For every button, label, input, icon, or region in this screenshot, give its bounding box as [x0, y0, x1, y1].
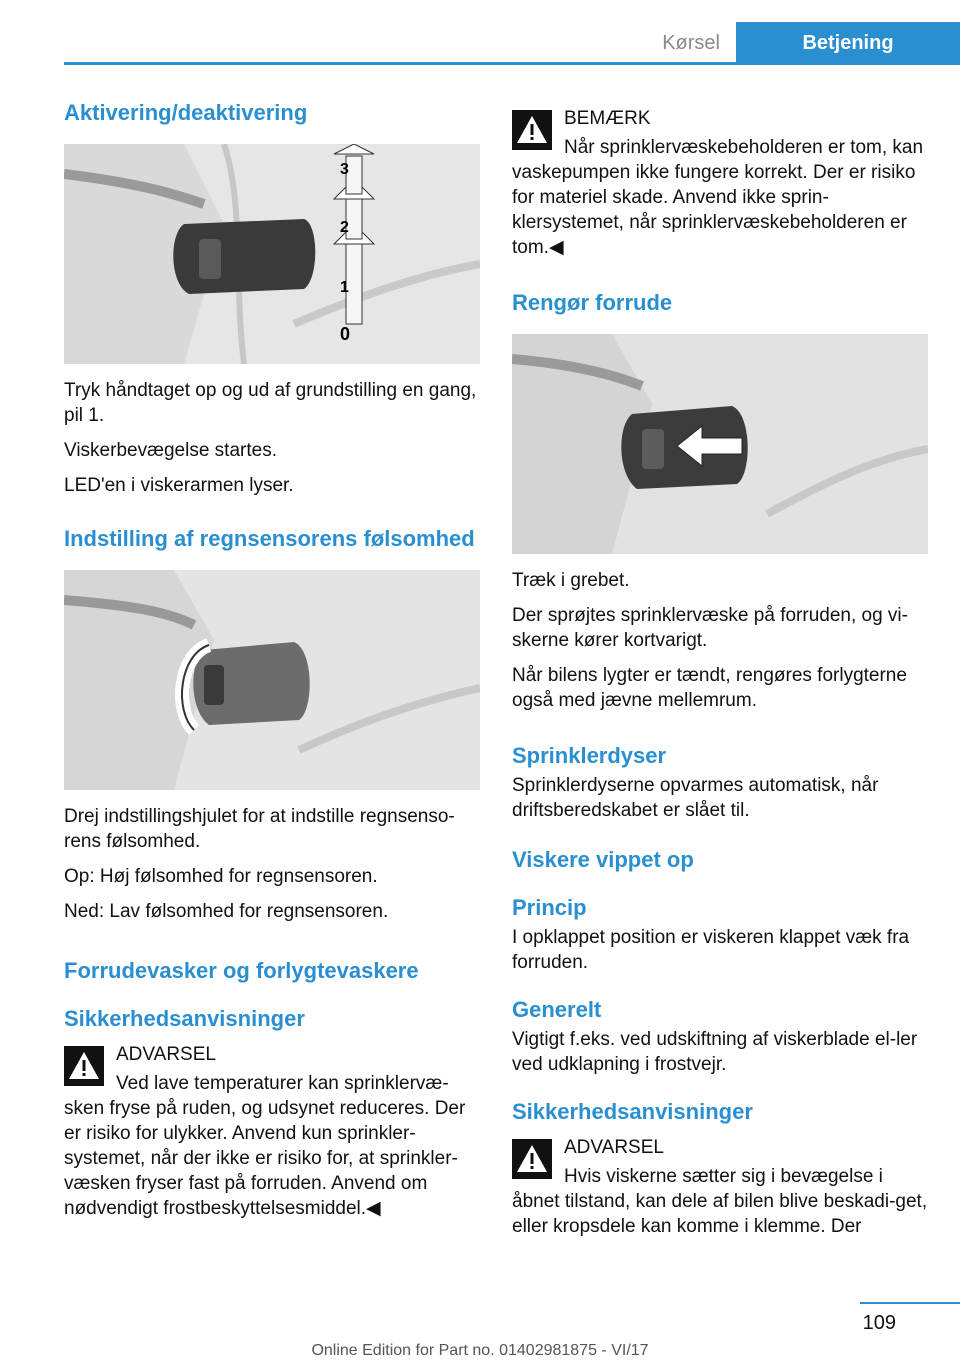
heading-princip: Princip: [512, 895, 587, 920]
paragraph-sprojtes: Der sprøjtes sprinklervæske på forruden, og vi‐skerne kører kortvarigt.: [512, 605, 908, 651]
paragraph-generelt: Vigtigt f.eks. ved udskiftning af viskerblade el‐ler ved udklapning i frostvejr.: [512, 1029, 918, 1075]
paragraph-op: Op: Høj følsomhed for regnsensoren.: [64, 866, 378, 887]
fig1-label-0: 0: [340, 324, 351, 344]
left-column: [64, 100, 480, 1221]
fig1-label-1: 1: [340, 279, 349, 296]
note-box: [512, 106, 928, 260]
paragraph-sprinklerdyser: Sprinklerdyserne opvarmes automatisk, når driftsberedskabet er slået til.: [512, 775, 879, 821]
note-text: Når sprinklervæskebeholderen er tom, kan vaskepumpen ikke fungere korrekt. Der er risiko for materiel skade. Anvend ikke sprin‐klersystemet, når sprinklervæskebeholderen er tom.◀: [512, 137, 924, 258]
footer-rule: [860, 1302, 960, 1304]
fig1-label-3: 3: [340, 161, 349, 178]
paragraph-viskerbevaegelse: Viskerbevægelse startes.: [64, 440, 277, 461]
paragraph-tryk: Tryk håndtaget op og ud af grundstilling en gang, pil 1.: [64, 380, 477, 426]
page-header: [64, 22, 960, 65]
warning-box-right: [512, 1135, 928, 1239]
warning-icon: [64, 1046, 104, 1086]
warning-text-right: Hvis viskerne sætter sig i bevægelse i åbnet tilstand, kan dele af bilen blive beskadi‐get, eller kropsdele kan komme i klemme. Der: [512, 1166, 928, 1237]
warning-title-right: ADVARSEL: [564, 1137, 664, 1158]
header-tab-korsel: Kørsel: [662, 32, 720, 54]
fig1-label-2: 2: [340, 219, 349, 236]
heading-generelt: Generelt: [512, 997, 602, 1022]
paragraph-led: LED'en i viskerarmen lyser.: [64, 475, 294, 496]
heading-viskere-vippet: Viskere vippet op: [512, 847, 694, 872]
figure-wiper-lever-positions: [64, 144, 480, 364]
heading-aktivering: Aktivering/deaktivering: [64, 100, 308, 125]
header-tab-betjening: Betjening: [736, 22, 960, 62]
right-column: [512, 106, 928, 1239]
warning-icon-right: [512, 1139, 552, 1179]
page-number: 109: [862, 1312, 896, 1334]
heading-forrudevasker: Forrudevasker og forlygtevaskere: [64, 958, 419, 983]
paragraph-traek: Træk i grebet.: [512, 570, 630, 591]
heading-rengor: Rengør forrude: [512, 290, 673, 315]
figure-rain-sensor-wheel: [64, 570, 480, 790]
warning-box-left: [64, 1042, 480, 1221]
heading-sprinklerdyser: Sprinklerdyser: [512, 743, 667, 768]
warning-title: ADVARSEL: [116, 1044, 216, 1065]
figure-washer-pull: [512, 334, 928, 554]
page-footer: [0, 1302, 960, 1362]
paragraph-drej: Drej indstillingshjulet for at indstille regnsenso‐rens følsomhed.: [64, 806, 455, 852]
paragraph-princip: I opklappet position er viskeren klappet væk fra forruden.: [512, 927, 910, 973]
note-title: BEMÆRK: [564, 108, 651, 129]
note-warning-icon: [512, 110, 552, 150]
paragraph-ned: Ned: Lav følsomhed for regnsensoren.: [64, 901, 389, 922]
edition-line: Online Edition for Part no. 01402981875 - VI/17: [311, 1342, 649, 1359]
paragraph-lygter: Når bilens lygter er tændt, rengøres forlygterne også med jævne mellemrum.: [512, 665, 907, 711]
warning-text: Ved lave temperaturer kan sprinklervæ‐sken fryse på ruden, og udsynet reduceres. Der er risiko for ulykker. Anvend kun sprinkler‐systemet, når der ikke er risiko for, at sprinkler‐væsken fryser fast på forruden. Anvend om nødvendigt frostbeskyttelsesmiddel.◀: [64, 1073, 466, 1219]
heading-regnsensor: Indstilling af regnsensorens følsomhed: [64, 526, 475, 551]
heading-sikkerhed-left: Sikkerhedsanvisninger: [64, 1006, 305, 1031]
heading-sikkerhed-right: Sikkerhedsanvisninger: [512, 1099, 753, 1124]
